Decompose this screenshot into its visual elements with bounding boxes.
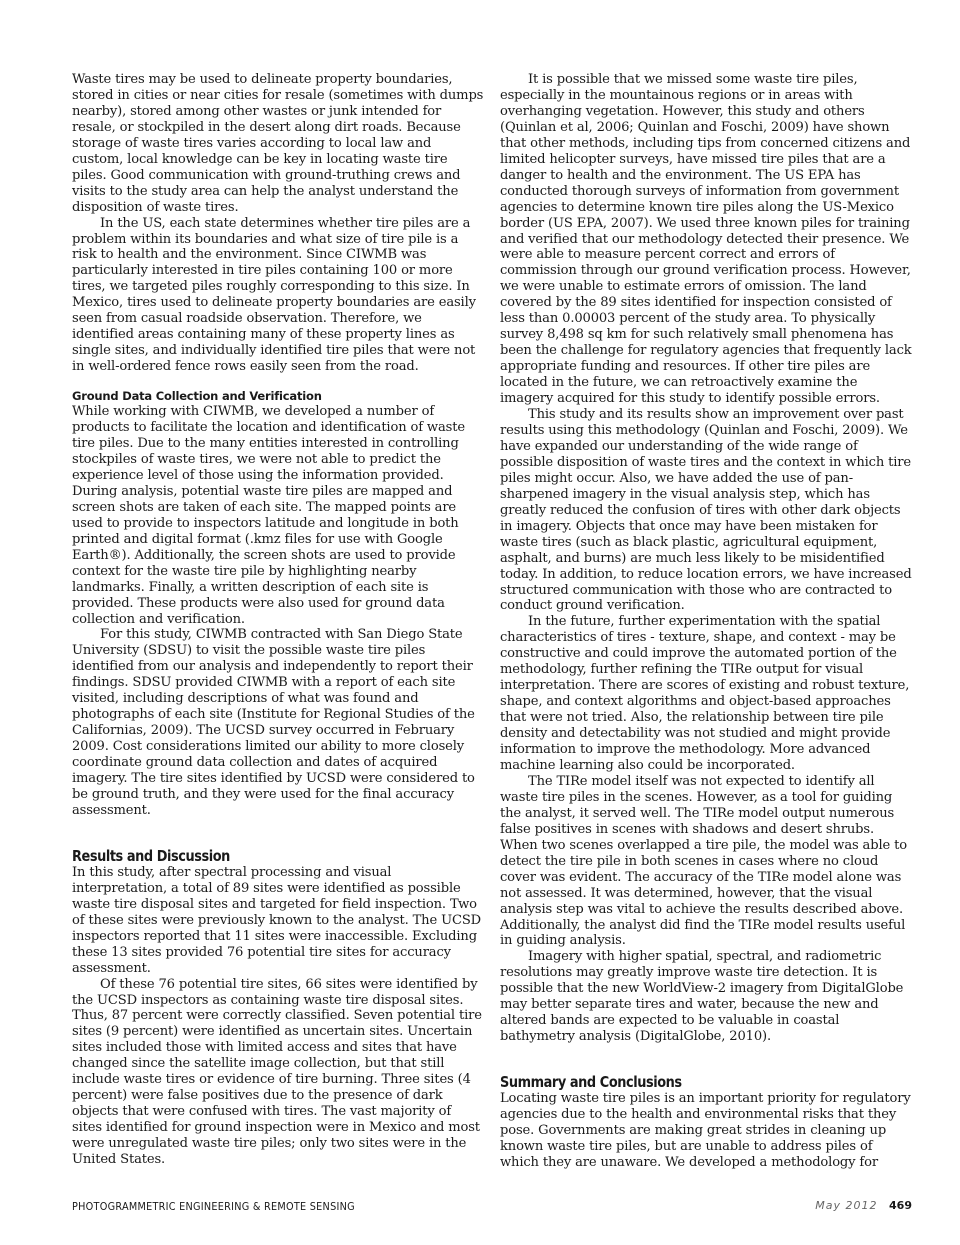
section-heading: Results and Discussion [72, 846, 230, 865]
subsection-heading: Ground Data Collection and Verification [72, 389, 322, 404]
paragraph: Locating waste tire piles is an important priority for regulatory agencies due to the health and environmental risks that they pose. Governments are making great strides in cleaning up known waste tire piles, but are unable to address piles of which they are unaware. We developed a methodology for [500, 1091, 911, 1170]
paragraph: Waste tires may be used to delineate property boundaries, stored in cities or near cities for resale (sometimes with dumps nearby), stored among other wastes or junk intended for resale, or stockpiled in the desert along dirt roads. Because storage of waste tires varies according to local law and custom, local knowledge can be key in locating waste tire piles. Good communication with ground-truthing crews and visits to the study area can help the analyst understand the disposition of waste tires. [72, 72, 484, 215]
paragraph: This study and its results show an improvement over past results using this methodology (Quinlan and Foschi, 2009). We have expanded our understanding of the wide range of possible disposition of waste tires and the context in which tire piles might occur. Also, we have added the use of pan-sharpened imagery in the visual analysis step, which has greatly reduced the confusion of tires with other dark objects in imagery. Objects that once may have been mistaken for waste tires (such as black plastic, agricultural equipment, asphalt, and burns) are much less likely to be misidentified today. In addition, to reduce location errors, we have increased structured communication with those who are contracted to conduct ground verification. [500, 407, 912, 614]
paragraph: It is possible that we missed some waste tire piles, especially in the mountainous regions or in areas with overhanging vegetation. However, this study and others (Quinlan et al, 2006; Quinlan and Foschi, 2009) have shown that other methods, including tips from concerned citizens and limited helicopter surveys, have missed tire piles that are a danger to health and the environment. The US EPA has conducted thorough surveys of information from government agencies to determine known tire piles along the US-Mexico border (US EPA, 2007). We used three known piles for training and verified that our methodology detected their presence. We were able to measure percent correct and errors of commission through our ground verification process. However, we were unable to estimate errors of omission. The land covered by the 89 sites identified for inspection consisted of less than 0.00003 percent of the study area. To physically survey 8,498 sq km for such relatively small phenomena has been the challenge for regulatory agencies that frequently lack appropriate funding and resources. If other tire piles are located in the future, we can retroactively examine the imagery acquired for this study to identify possible errors. [500, 72, 912, 407]
paragraph: In this study, after spectral processing and visual interpretation, a total of 89 sites were identified as possible waste tire disposal sites and targeted for field inspection. Two of these sites were previously known to the analyst. The UCSD inspectors reported that 11 sites were inaccessible. Excluding these 13 sites provided 76 potential tire sites for accuracy assessment. [72, 864, 482, 976]
page-footer [815, 1199, 912, 1212]
paragraph: In the future, further experimentation with the spatial characteristics of tires - texture, shape, and context - may be constructive and could improve the automated portion of the methodology, further refining the TIRe output for visual interpretation. There are scores of existing and robust texture, shape, and context algorithms and object-based approaches that were not tried. Also, the relationship between tire pile density and detectability was not studied and might provide information to improve the methodology. More advanced machine learning also could be incorporated. [500, 614, 910, 773]
issue-date: May 2012 [815, 1199, 878, 1212]
paragraph: Of these 76 potential tire sites, 66 sites were identified by the UCSD inspectors as containing waste tire disposal sites. Thus, 87 percent were correctly classified. Seven potential tire sites (9 percent) were identified as uncertain sites. Uncertain sites included those with limited access and sites that have changed since the satellite image collection, but that still include waste tires or evidence of tire burning. Three sites (4 percent) were false positives due to the presence of dark objects that were confused with tires. The vast majority of sites identified for ground inspection were in Mexico and most were unregulated waste tire piles; only two sites were in the United States. [72, 976, 482, 1168]
journal-title: PHOTOGRAMMETRIC ENGINEERING & REMOTE SENSING [72, 1200, 355, 1213]
paragraph: In the US, each state determines whether tire piles are a problem within its boundaries and what size of tire pile is a risk to health and the environment. Since CIWMB was particularly interested in tire piles containing 100 or more tires, we targeted piles roughly corresponding to this size. In Mexico, tires used to delineate property boundaries are easily seen from casual roadside observation. Therefore, we identified areas containing many of these property lines as single sites, and individually identified tire piles that were not in well-ordered fence rows easily seen from the road. [72, 215, 476, 375]
paragraph: The TIRe model itself was not expected to identify all waste tire piles in the scenes. However, as a tool for guiding the analyst, it served well. The TIRe model output numerous false positives in scenes with shadows and desert shrubs. When two scenes overlapped a tire pile, the model was able to detect the tire pile in both scenes in cases where no cloud cover was evident. The accuracy of the TIRe model alone was not assessed. It was determined, however, that the visual analysis step was vital to achieve the results described above. Additionally, the analyst did find the TIRe model results useful in guiding analysis. [500, 773, 907, 949]
paragraph: Imagery with higher spatial, spectral, and radiometric resolutions may greatly improve waste tire detection. It is possible that the new WorldView-2 imagery from DigitalGlobe may better separate tires and water, because the new and altered bands are expected to be valuable in coastal bathymetry analysis (DigitalGlobe, 2010). [500, 949, 904, 1045]
paragraph: For this study, CIWMB contracted with San Diego State University (SDSU) to visit the possible waste tire piles identified from our analysis and independently to report their findings. SDSU provided CIWMB with a report of each site visited, including descriptions of what was found and photographs of each site (Institute for Regional Studies of the Californias, 2009). The UCSD survey occurred in February 2009. Cost considerations limited our ability to more closely coordinate ground data collection and dates of acquired imagery. The tire sites identified by UCSD were considered to be ground truth, and they were used for the final accuracy assessment. [72, 627, 475, 818]
page-number: 469 [889, 1199, 912, 1212]
right-column [500, 72, 912, 1171]
section-heading: Summary and Conclusions [500, 1073, 682, 1092]
left-column [72, 72, 484, 1168]
paragraph: While working with CIWMB, we developed a number of products to facilitate the location and identification of waste tire piles. Due to the many entities interested in controlling stockpiles of waste tires, we were not able to predict the experience level of those using the information provided. During analysis, potential waste tire piles are mapped and screen shots are taken of each site. The mapped points are used to provide to inspectors latitude and longitude in both printed and digital format (.kmz files for use with Google Earth®). Additionally, the screen shots are used to provide context for the waste tire pile by highlighting nearby landmarks. Finally, a written description of each site is provided. These products were also used for ground data collection and verification. [72, 404, 465, 627]
